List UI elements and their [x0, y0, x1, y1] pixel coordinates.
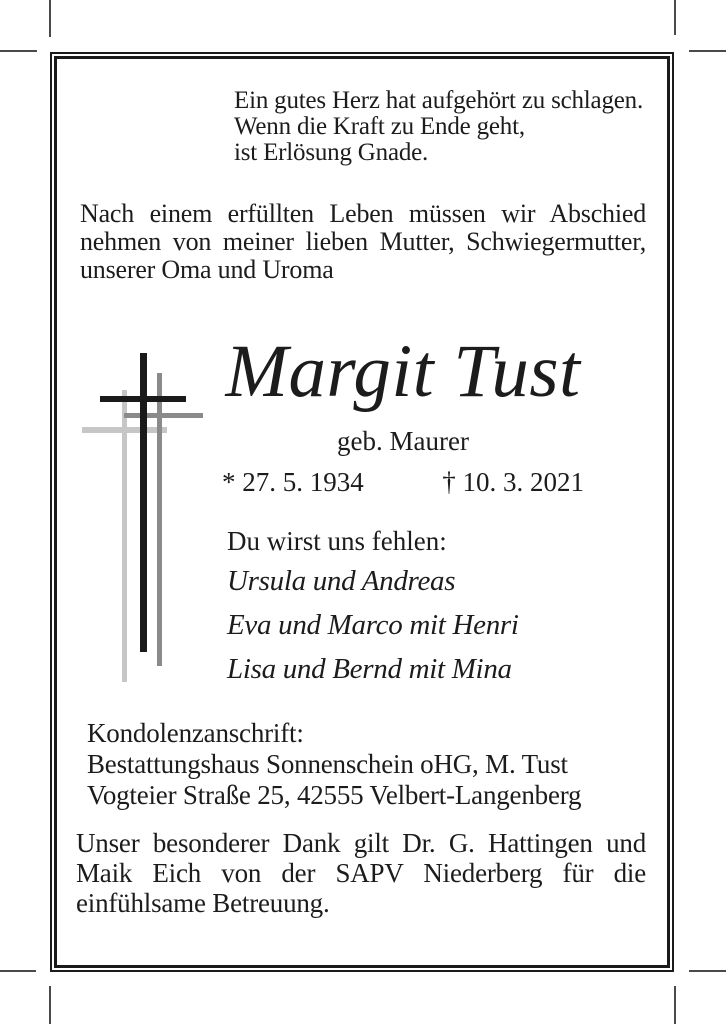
mourner-name: Eva und Marco mit Henri	[227, 609, 519, 641]
intro-paragraph	[80, 200, 646, 284]
crop-mark-bottom-right-vertical	[674, 986, 676, 1024]
farewell-heading: Du wirst uns fehlen:	[227, 526, 447, 556]
death-date: † 10. 3. 2021	[442, 467, 584, 497]
crop-mark-bottom-left-horizontal	[0, 970, 36, 972]
intro-line: Nach einem erfüllten Leben müssen wir Abschied	[80, 199, 646, 228]
condolence-line: Vogteier Straße 25, 42555 Velbert-Langenberg	[87, 780, 582, 810]
deceased-name: Margit Tust	[225, 330, 581, 413]
crop-mark-top-right-vertical	[674, 0, 676, 35]
cross-lightgray-horizontal-bar	[82, 427, 167, 433]
life-dates	[160, 467, 646, 497]
thanks-paragraph	[76, 828, 646, 918]
cross-lightgray-vertical-bar	[122, 390, 127, 682]
verse-line: ist Erlösung Gnade.	[234, 139, 429, 166]
crop-mark-top-left-horizontal	[0, 50, 37, 52]
crop-mark-top-left-vertical	[49, 0, 51, 37]
condolence-line: Bestattungshaus Sonnenschein oHG, M. Tust	[87, 749, 568, 779]
mourner-name: Lisa und Bernd mit Mina	[227, 653, 512, 685]
cross-black-horizontal-bar	[100, 396, 186, 402]
crop-mark-bottom-right-horizontal	[689, 970, 726, 972]
birth-date: * 27. 5. 1934	[222, 467, 364, 497]
opening-verse	[234, 88, 643, 166]
condolence-address	[87, 718, 581, 811]
thanks-line: Unser besonderer Dank gilt Dr. G. Hattingen und	[76, 828, 646, 858]
verse-line: Ein gutes Herz hat aufgehört zu schlagen.	[234, 87, 643, 114]
mourner-name: Ursula und Andreas	[227, 565, 456, 597]
birth-name: geb. Maurer	[337, 426, 469, 456]
crop-mark-top-right-horizontal	[689, 50, 726, 52]
intro-line: unserer Oma und Uroma	[80, 255, 334, 284]
thanks-line: einfühlsame Betreuung.	[76, 888, 330, 918]
cross-gray-horizontal-bar	[124, 413, 203, 418]
crop-mark-bottom-left-vertical	[49, 986, 51, 1024]
intro-line: nehmen von meiner lieben Mutter, Schwiegermutter,	[80, 227, 646, 256]
condolence-heading: Kondolenzanschrift:	[87, 718, 304, 748]
thanks-line: Maik Eich von der SAPV Niederberg für die	[76, 858, 646, 888]
verse-line: Wenn die Kraft zu Ende geht,	[234, 113, 525, 140]
